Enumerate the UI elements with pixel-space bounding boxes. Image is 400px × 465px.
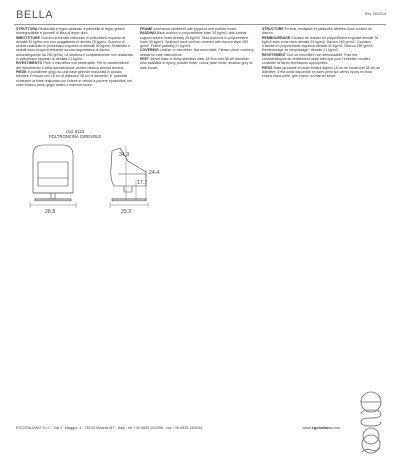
- spec-paragraph: STRUCTURE En bois, multiplies et particules habillés d'une couche de dacron.: [262, 27, 373, 36]
- front-width-label: 28.8: [45, 209, 56, 215]
- company-address: EGOITALIANO S.r.l. - Via 1° Maggio, 4 - 75100 Matera MT - Italy - tel +39 0835 262096 - fax +39 0835 269934: [16, 426, 203, 430]
- spec-paragraph: REVETEMENT Cuir ou microfibre non déhoussable. Pour les caractéristiques du revêtement aussi bien que pour l'entretien veuillez consulter la fiches techniques appropriées.: [262, 52, 371, 66]
- spec-paragraph: COVERING Leather or microfiber. Not removable. Please check covering details for care instructions.: [140, 48, 254, 57]
- spec-paragraph: PIEDS Base pivotante en acier brillant aspect 18 cm de hauteur et 38 cm de diamètre. Il est aussi disponible en acier peint sur vernis époxy en trois coloris blanc perle, gris ombre ou marron foncé.: [262, 65, 381, 79]
- product-code: cod. 6123: [65, 129, 85, 134]
- arm-height-label: 24.4: [149, 170, 160, 176]
- total-height-label: 34.3: [119, 152, 130, 158]
- revision-label: Rev. 06/2014: [364, 12, 386, 16]
- spec-paragraph: PIEDE In polistirene grigio su una base girevole realizzata in acciaio tubolare e misura uno 18 cm di altezza e 38 cm di diametro. E' possibile richiedere la base realizzata con finiture in vernici a polvere epossidica, nei colori bianco perla, grigio antico o marrone scuro.: [16, 69, 132, 87]
- spec-paragraph: RIVESTIMENTO Pelle o microfibra non sfoderabile. Per le caratteristiche del rivestimento e della manutenzione vedere relativa scheda tecnica.: [16, 61, 129, 70]
- spec-paragraph: REMBOURRAGE Coussin de dossier en polyuréthane expansé densité 30 kg/m3 avec zone reins densité 25 kg/m3. Dacron 250 gr/m2. Coussins d'assise en polyuréthane expansé densité 30 kg/m3. Dacron 250 gr/m2. Rembourrage de remplissage : densité 21 kg/m3.: [262, 35, 379, 53]
- dimension-labels: [45, 152, 159, 215]
- spec-paragraph: FRAME solid wood combined with plywood and particle board.: [140, 27, 238, 31]
- side-depth-label: 29.2: [121, 209, 132, 215]
- spec-paragraph: PADDING Back cushion in polyurethane foam 30 kg/m3, with lumbar support area in foam density 25 kg/m3. Seat cushions in polyurethane foam 30 kg/m3. Seat and back cushion covered with dacron layer 250 gr/m2. Frame padding 21 kg/m3.: [140, 31, 249, 49]
- seat-height-label: 17.7: [137, 180, 148, 186]
- spec-paragraph: STRUTTURA Realizzata in legno abbinato a particelle di legno grezzo biodegradabile e pannelli di fibra di legno duro.: [16, 27, 125, 36]
- chair-front-view: [33, 145, 73, 201]
- spec-paragraph: FEET Swivel base in shiny stainless steel 18 0cm and 38 cm diameter. Also available in epoxy powder finish, colour pearl white, shadow grey or dark brown.: [140, 57, 253, 70]
- page-title: BELLA: [16, 9, 54, 21]
- footer: [16, 426, 340, 430]
- product-name: POLTRONCINA GIREVOLE: [48, 134, 102, 140]
- company-website[interactable]: www.egoitaliano.com: [302, 426, 340, 430]
- spec-paragraph: IMBOTTITURE Cuscino schienale realizzato in poliuretano espanso di densità 30 kg/mc con uno poggiatesta di densità 25 kg/mc. Cuscino di seduta realizzato in poliuretano espanso di densità 30 kg/mc. Schienale e seduta sono ricoperti entrambi da una trapuntatura di dacron autoestinguente da 250 gr/mq. La struttura è completamente non realizzata in poliuretano espanso di densità 21 kg/mc.: [16, 35, 133, 62]
- brand-logo-icon: [361, 392, 381, 453]
